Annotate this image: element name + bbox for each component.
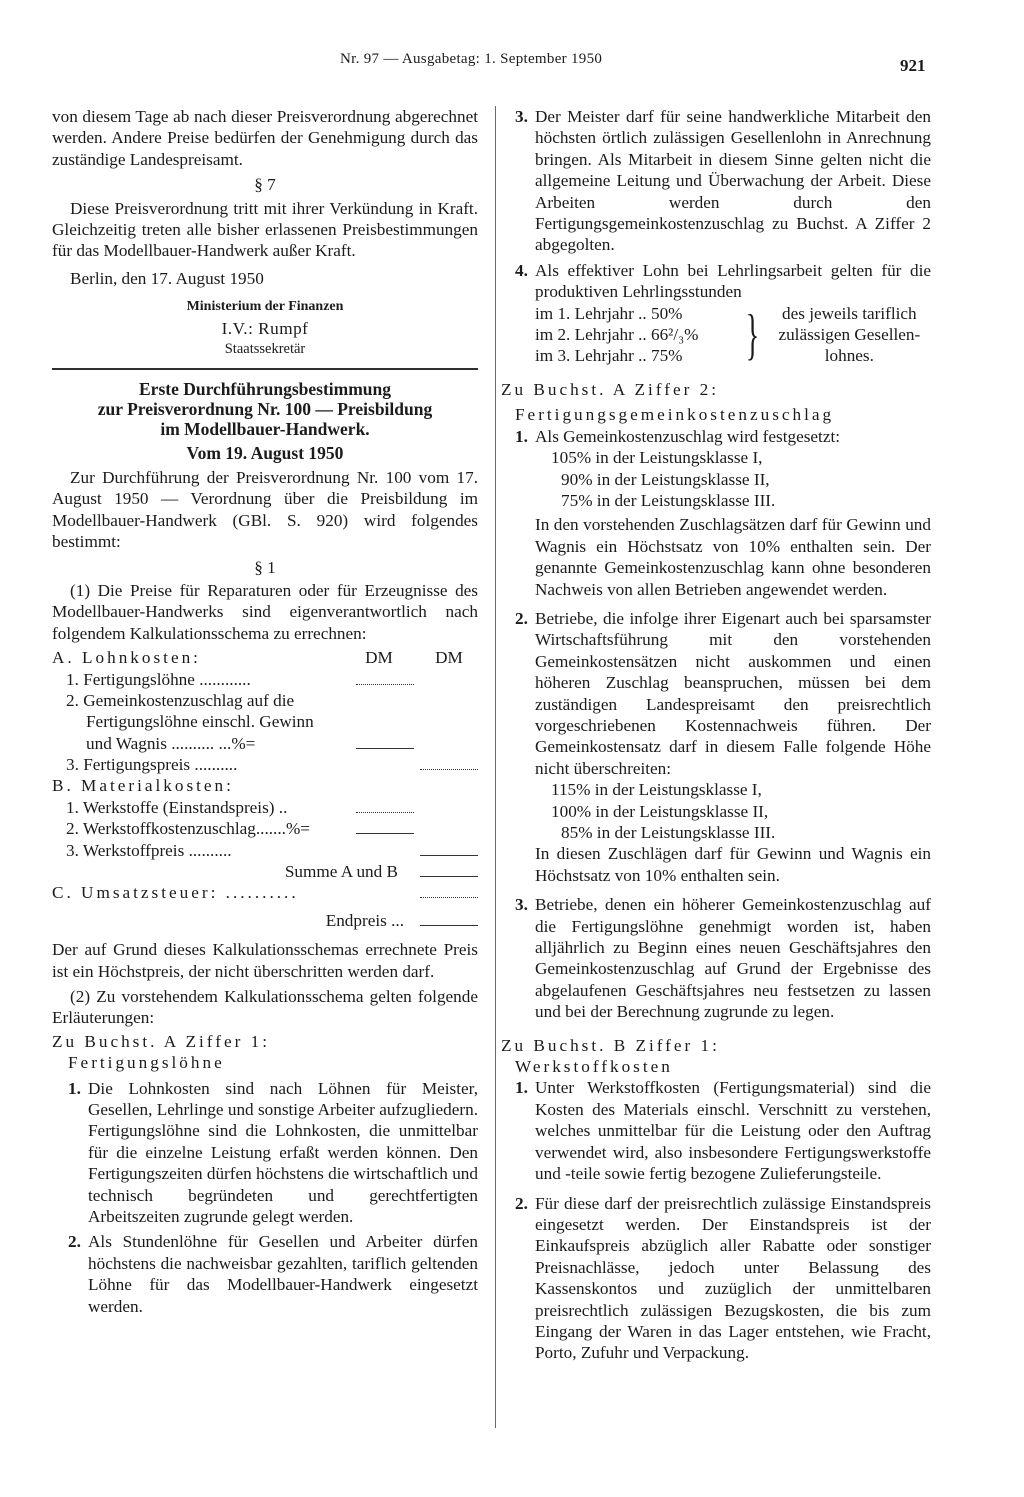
column-divider <box>495 106 496 1428</box>
doc-title-line-2: zur Preisverordnung Nr. 100 — Preisbildung <box>97 399 433 420</box>
ziffer-1-heading: Zu Buchst. A Ziffer 1: <box>52 1031 270 1051</box>
list-item-number: 2. <box>515 1193 528 1213</box>
apprentice-text-2: zulässigen Gesellen- <box>778 325 921 345</box>
schema-c-blank <box>420 883 478 898</box>
list-item-number: 4. <box>515 260 528 280</box>
schema-a2-blank <box>356 734 414 749</box>
rate-item: 75% in der Leistungsklasse III. <box>561 490 776 510</box>
intro-paragraph: von diesem Tage ab nach dieser Preisverordnung abgerechnet werden. Andere Preise bedürfen der Genehmigung durch das zuständige Landespreisamt. <box>52 107 478 169</box>
schema-a2-line1: 2. Gemeinkostenzuschlag auf die <box>66 690 295 710</box>
doc-title-line-1: Erste Durchführungsbestimmung <box>139 379 391 400</box>
list-item-text: Der Meister darf für seine handwerkliche Mitarbeit den höchsten örtlich zulässigen Gesellenlohn in Anrechnung bringen. Als Mitarbeit in diesem Sinne gelten nicht die allgemeine Leitung und Überwachung der Arbeit. Diese Arbeiten werden durch den Fertigungsgemeinkostenzuschlag zu Buchst. A Ziffer 2 abgegolten. <box>535 107 931 255</box>
rate-list-2 <box>551 779 931 843</box>
left-column <box>52 106 478 1321</box>
apprentice-row-2: im 2. Lehrjahr .. 66²/₃% <box>535 325 699 345</box>
list-item-text: Als Stundenlöhne für Gesellen und Arbeiter dürfen höchstens die nachweisbar gezahlten, tariflich geltenden Löhne für das Modellbauer-Handwerk eingesetzt werden. <box>88 1232 478 1316</box>
brace-icon: } <box>745 303 759 366</box>
schema-c-label: C. Umsatzsteuer: .......... <box>52 883 299 903</box>
list-item <box>515 106 931 256</box>
schema-b-label: B. Materialkosten: <box>52 776 234 796</box>
schema-end-blank <box>420 911 478 926</box>
section-1-heading: § 1 <box>254 557 276 577</box>
rate-item: 90% in der Leistungsklasse II, <box>561 469 770 489</box>
doc-date: Vom 19. August 1950 <box>186 443 344 464</box>
section-7-text: Diese Preisverordnung tritt mit ihrer Verkündung in Kraft. Gleichzeitig treten alle bisher erlassenen Preisbestimmungen für das Modellbauer-Handwerk außer Kraft. <box>52 198 478 261</box>
list-item-number: 1. <box>515 426 528 446</box>
preamble: Zur Durchführung der Preisverordnung Nr. 100 vom 17. August 1950 — Verordnung über die Preisbildung im Modellbauer-Handwerk (GBl. S. 920) wird folgendes bestimmt: <box>52 467 478 552</box>
list-item <box>68 1078 478 1228</box>
section-divider <box>52 368 478 370</box>
list-item <box>515 1077 931 1184</box>
buchst-b-subheading: Werkstoffkosten <box>515 1057 673 1077</box>
schema-b3-blank <box>420 841 478 856</box>
page-number: 921 <box>900 56 926 75</box>
rate-list-1 <box>551 447 931 511</box>
list-item <box>515 894 931 1022</box>
schema-dm-col2: DM <box>435 648 463 668</box>
list-item-number: 3. <box>515 895 528 915</box>
schema-a-label: A. Lohnkosten: <box>52 648 201 668</box>
schema-b3: 3. Werkstoffpreis .......... <box>66 840 232 860</box>
rate-list-2-text: In diesen Zuschlägen darf für Gewinn und Wagnis ein Höchstsatz von 10% enthalten sein. <box>535 844 931 885</box>
rate-list-1-text: In den vorstehenden Zuschlagsätzen darf für Gewinn und Wagnis ein Höchstsatz von 10% enthalten sein. Der genannte Gemeinkostenzuschlag kann ohne besonderen Nachweis von allen Betrieben angewendet werden. <box>535 515 931 599</box>
list-item-text: Betriebe, die infolge ihrer Eigenart auch bei sparsamster Wirtschaftsführung mit den vorstehenden Gemeinkostensätzen nicht auskommen und einen höheren Zuschlag beanspruchen, müssen bei dem zuständigen Landespreisamt den preisrechtlich vorgeschriebenen Kostennachweis führen. Der Gemeinkostensatz darf in diesem Falle folgende Höhe nicht überschreiten: <box>535 608 931 778</box>
apprentice-text-3: lohnes. <box>824 346 874 366</box>
ziffer-2-subheading: Fertigungsgemeinkostenzuschlag <box>515 405 835 425</box>
list-item <box>515 1193 931 1364</box>
list-item <box>515 260 931 303</box>
doc-title-line-3: im Modellbauer-Handwerk. <box>160 419 370 440</box>
list-item-text: Als effektiver Lohn bei Lehrlingsarbeit gelten für die produktiven Lehrlingsstunden <box>535 260 931 302</box>
calculation-schema <box>52 647 478 931</box>
list-item-text: Betriebe, denen ein höherer Gemeinkostenzuschlag auf die Fertigungslöhne genehmigt worden ist, haben alljährlich zu Beginn eines neuen Geschäftsjahres den Gemeinkostenzuschlag auf Grund der Ergebnisse des abgelaufenen Geschäftsjahres neu festsetzen zu lassen und bei der Berechnung zugrunde zu legen. <box>535 895 931 1022</box>
schema-a3: 3. Fertigungspreis .......... <box>66 755 238 775</box>
schema-a2-line3: und Wagnis .......... ...%= <box>86 733 256 753</box>
section-1-para-2: (2) Zu vorstehendem Kalkulationsschema gelten folgende Erläuterungen: <box>52 987 478 1028</box>
list-item-number: 3. <box>515 107 528 126</box>
schema-a1: 1. Fertigungslöhne ............ <box>66 669 251 689</box>
schema-b2: 2. Werkstoffkostenzuschlag.......%= <box>66 819 310 839</box>
apprentice-row-3: im 3. Lehrjahr .. 75% <box>535 346 683 366</box>
schema-dm-col1: DM <box>365 648 393 668</box>
schema-b2-blank <box>356 819 414 834</box>
apprentice-row-1: im 1. Lehrjahr .. 50% <box>535 303 683 323</box>
after-schema-text: Der auf Grund dieses Kalkulationsschemas errechnete Preis ist ein Höchstpreis, der nicht überschritten werden darf. <box>52 940 478 981</box>
ministry-name: Ministerium der Finanzen <box>186 299 344 315</box>
signer-name: I.V.: Rumpf <box>221 318 309 338</box>
section-7-heading: § 7 <box>254 175 276 195</box>
apprentice-text-1: des jeweils tariflich <box>782 303 917 323</box>
schema-b1-blank <box>356 798 414 813</box>
list-item <box>68 1231 478 1317</box>
list-item-text: Als Gemeinkostenzuschlag wird festgesetzt: <box>535 426 840 446</box>
schema-a2-line2: Fertigungslöhne einschl. Gewinn <box>86 712 314 732</box>
schema-endpreis: Endpreis ... <box>325 910 404 930</box>
ziffer-2-heading: Zu Buchst. A Ziffer 2: <box>501 379 719 399</box>
list-item-number: 1. <box>68 1078 81 1098</box>
list-item <box>515 426 931 447</box>
buchst-b-heading: Zu Buchst. B Ziffer 1: <box>501 1035 720 1055</box>
right-column <box>501 106 931 1364</box>
section-1-para-1: (1) Die Preise für Reparaturen oder für Erzeugnisse des Modellbauer-Handwerks sind eigenverantwortlich nach folgendem Kalkulationsschema zu errechnen: <box>52 580 478 643</box>
list-item-number: 1. <box>515 1078 528 1098</box>
list-item-number: 2. <box>515 608 528 628</box>
rate-item: 105% in der Leistungsklasse I, <box>551 448 763 468</box>
apprentice-rates <box>535 303 931 367</box>
ziffer-1-subheading: Fertigungslöhne <box>68 1053 225 1073</box>
rate-item: 85% in der Leistungsklasse III. <box>561 823 776 842</box>
list-item <box>515 608 931 779</box>
schema-a3-blank <box>420 755 478 770</box>
place-date: Berlin, den 17. August 1950 <box>70 268 264 288</box>
signer-title: Staatssekretär <box>224 341 306 358</box>
schema-sum: Summe A und B <box>284 862 398 882</box>
schema-b1: 1. Werkstoffe (Einstandspreis) .. <box>66 797 288 817</box>
schema-sum-blank <box>420 862 478 877</box>
list-item-text: Unter Werkstoffkosten (Fertigungsmaterial) sind die Kosten des Materials einschl. Verschnitt zu verstehen, welches unmittelbar für die Leistung oder den Auftrag verwendet wird, also insbesondere Fertigungswerkstoffe und -teile sowie fertig bezogene Zulieferungsteile. <box>535 1078 931 1184</box>
header-issue: Nr. 97 — Ausgabetag: 1. September 1950 <box>340 51 603 67</box>
schema-a1-blank <box>356 670 414 685</box>
list-item-text: Für diese darf der preisrechtlich zulässige Einstandspreis eingesetzt werden. Der Einstandspreis ist der Einkaufspreis abzüglich aller Rabatte oder sonstiger Preisnachlässe, jedoch unter Belassung des Kassenskontos und zuzüglich der unmittelbaren preisrechtlich zulässigen Bezugskosten, die bis zum Eingang der Waren in das Lager entstehen, wie Fracht, Porto, Zufuhr und Verpackung. <box>535 1193 931 1363</box>
rate-item: 115% in der Leistungsklasse I, <box>551 780 762 800</box>
ziffer-1-list <box>68 1078 478 1317</box>
rate-item: 100% in der Leistungsklasse II, <box>551 801 769 821</box>
list-item-number: 2. <box>68 1232 81 1252</box>
list-item-text: Die Lohnkosten sind nach Löhnen für Meister, Gesellen, Lehrlinge und sonstige Arbeiter aufzugliedern. Fertigungslöhne sind die Lohnkosten, die unmittelbar für die einzelne Leistung erfaßt werden können. Den Fertigungszeiten dürfen höchstens die wirtschaftlich und technisch begründeten und gerechtfertigten Arbeitszeiten zugrunde gelegt werden. <box>88 1078 478 1227</box>
